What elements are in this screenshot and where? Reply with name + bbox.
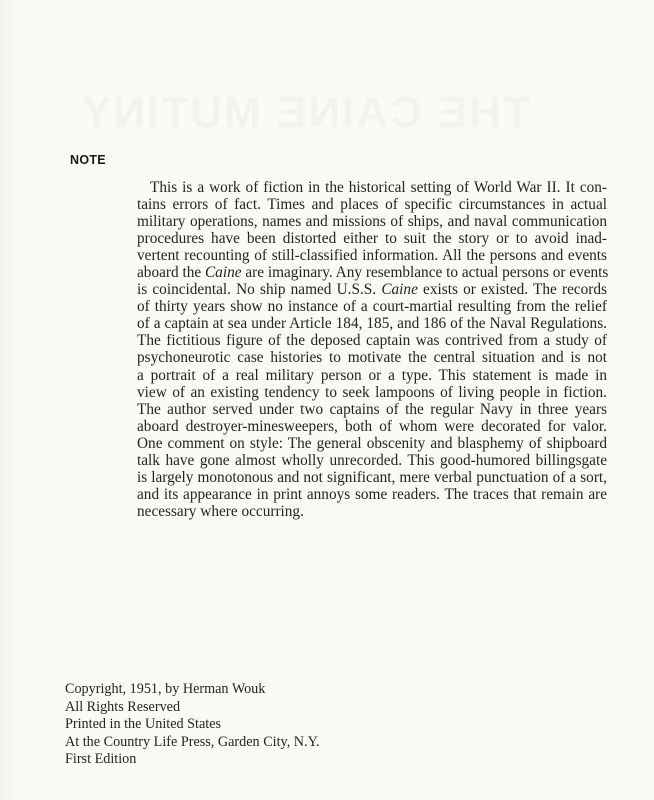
note-line <box>137 179 607 196</box>
note-paragraph <box>137 179 607 520</box>
note-text: aboard the <box>137 264 205 282</box>
note-heading: NOTE <box>70 153 106 167</box>
note-text: a portrait of a real military person or a type. This statement is made in <box>137 366 607 384</box>
note-text: The author served under two captains of the regular Navy in three years <box>137 400 607 418</box>
note-line <box>137 264 607 281</box>
note-line <box>137 469 607 486</box>
note-line <box>137 332 607 349</box>
note-text: are imaginary. Any resemblance to actual persons or events <box>241 264 609 282</box>
note-text: necessary where occurring. <box>137 502 304 520</box>
note-text: of thirty years show no instance of a court-martial resulting from the relief <box>137 298 607 316</box>
note-line <box>137 349 607 366</box>
note-text: One comment on style: The general obscenity and blasphemy of shipboard <box>137 434 607 452</box>
note-line <box>137 281 607 298</box>
note-text: exists or existed. The records <box>417 281 607 299</box>
reverse-side-show-through: THE CAINE MUTINY <box>80 88 530 137</box>
note-text: The fictitious figure of the deposed captain was contrived from a study of <box>137 332 607 350</box>
note-line <box>137 196 607 213</box>
note-text: aboard destroyer-minesweepers, both of whom were decorated for valor. <box>137 417 607 435</box>
copyright-line: All Rights Reserved <box>65 698 181 715</box>
ship-name-italic: Caine <box>204 264 242 282</box>
copyright-line: First Edition <box>65 751 137 768</box>
note-text: tains errors of fact. Times and places of specific circumstances in actual <box>137 196 607 214</box>
note-line <box>137 503 607 520</box>
note-line <box>137 230 607 247</box>
note-text: procedures have been distorted either to suit the story or to avoid inad- <box>137 230 607 248</box>
copyright-block <box>65 681 320 769</box>
copyright-line: At the Country Life Press, Garden City, N.Y. <box>65 733 320 750</box>
note-line <box>137 401 607 418</box>
note-line <box>137 418 607 435</box>
note-line <box>137 486 607 503</box>
note-text: of a captain at sea under Article 184, 185, and 186 of the Naval Regulations. <box>137 315 607 333</box>
note-line <box>137 213 607 230</box>
note-text: military operations, names and missions of ships, and naval communication <box>137 213 607 231</box>
note-line <box>137 315 607 332</box>
note-line <box>137 247 607 264</box>
note-line <box>137 367 607 384</box>
copyright-line: Copyright, 1951, by Herman Wouk <box>65 681 266 697</box>
note-text: view of an existing tendency to seek lampoons of living people in fiction. <box>137 383 607 401</box>
note-text: is largely monotonous and not significant, mere verbal punctuation of a sort, <box>137 468 607 486</box>
note-text: talk have gone almost wholly unrecorded. This good-humored billingsgate <box>137 451 607 469</box>
note-text: and its appearance in print annoys some readers. The traces that remain are <box>137 485 607 503</box>
note-text: is coincidental. No ship named U.S.S. <box>137 281 382 299</box>
note-text: vertent recounting of still-classified information. All the persons and events <box>137 247 607 265</box>
note-line <box>137 435 607 452</box>
note-line <box>137 298 607 315</box>
ship-name-italic: Caine <box>381 281 418 299</box>
note-line <box>137 384 607 401</box>
note-text: This is a work of fiction in the historical setting of World War II. It con- <box>150 179 607 196</box>
note-line <box>137 452 607 469</box>
copyright-line: Printed in the United States <box>65 716 222 733</box>
note-text: psychoneurotic case histories to motivate the central situation and is not <box>137 349 607 367</box>
